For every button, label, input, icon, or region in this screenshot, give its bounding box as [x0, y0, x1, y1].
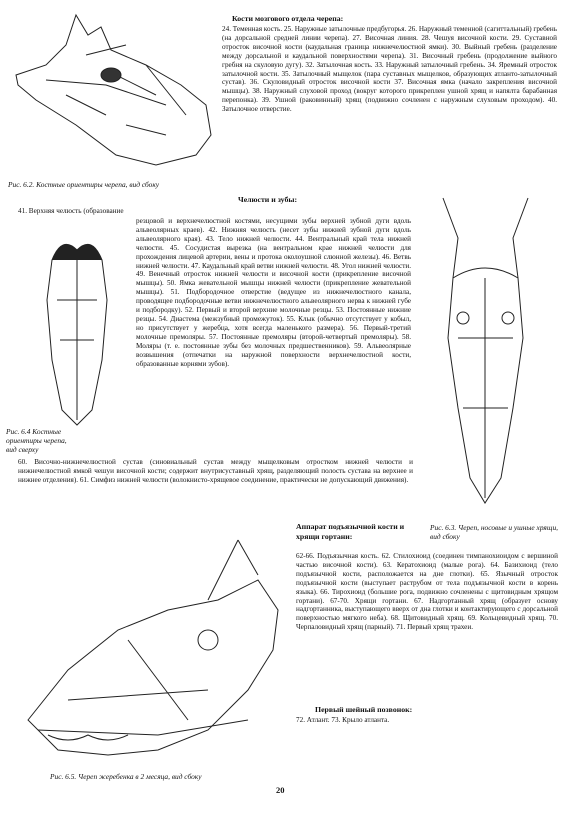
figure-caption-4: Рис. 6.4 Костные ориентиры черепа, вид сверху — [6, 427, 67, 454]
figure-skull-top — [22, 220, 132, 430]
paragraph: 60. Височно-нижнечелюстной сустав (синовиальный сустав между мыщелковым отростком нижней челюсти и нижнечелюстной ямкой чешуи височной кости; содержит внутрисуставный хрящ, разделяющий полость сустава на верхнее и нижнее отделения). 61. Симфиз нижней челюсти (волокнисто-хрящевое соединение, практически не допускающий движения). — [18, 458, 413, 484]
figure-caption-2: Рис. 6.2. Костные ориентиры черепа, вид сбоку — [8, 180, 160, 189]
figure-skull-side — [6, 5, 218, 175]
section-text-atlas: 72. Атлант. 73. Крыло атланта. — [296, 716, 390, 724]
section-heading-jaws-teeth: Челюсти и зубы: — [238, 195, 298, 204]
page-number: 20 — [276, 785, 285, 795]
section-heading-hyoid: Аппарат подъязычной кости и хрящи гортани: — [296, 522, 405, 541]
section-heading-brain-skull: Кости мозгового отдела черепа: — [232, 14, 344, 23]
figure-caption-3: Рис. 6.3. Череп, носовые и ушные хрящи, вид сбоку — [430, 523, 558, 541]
paragraph: 62-66. Подъязычная кость. 62. Стилохиоид (соединен тимпанохиоидом с вершиной частью височной кости). 63. Кератохиоид (малые рога). 64. Базихиоид (тело подъязычной кости, расположается на дне глотки). 65. Язычный отросток подъязычной кости (выступает раструбом от тела подъязычной кости в корень языка). 66. Тирохиоид (большие рога, подвижно сочленены с щитовидным хрящом гортани). 67-70. Хрящи гортани. 67. Надгортанный хрящ (образует основу надгортанника, выступающего вверх от дна глотки и контактирующего с дорсальной поверхностью мягкого неба). 68. Щитовидный хрящ. 69. Кольцевидный хрящ. 70. Черпаловидный хрящ (парный). 71. Первый хрящ трахеи. — [296, 552, 558, 632]
paragraph: резцовой и верхнечелюстной костями, несущими зубы верхней зубной дуги вдоль альвеолярных краев). 42. Нижняя челюсть (несет зубы нижней зубной дуги вдоль альвеолярного края). 43. Тело нижней челюсти. 44. Вентральный край тела нижней челюсти. 45. Сосудистая вырезка (на вентральном крае нижней челюсти для прохождения лицевой артерии, вены и протока околоушной слюнной железы). 46. Ветвь нижней челюсти. 47. Каудальный край ветви нижней челюсти. 48. Угол нижней челюсти. 49. Венечный отросток нижней челюсти и височной кости (прикрепление височной мышцы). 50. Ямка жевательной мышцы нижней челюсти (прикрепление жевательной мышцы). 51. Подбородочное отверстие (ведущее из нижнечелюстного канала, проводящее подбородочные ветви нижнечелюстного альвеолярного нерва к нижней губе и подбородку). 52. Первый и второй верхние молочные резцы. 53. Постоянные нижние резцы. 54. Диастема (межзубный промежуток). 55. Клык (обычно отсутствует у кобыл, но присутствует у жеребца, хотя всегда маленького размера). 56. Первый-третий молочные премоляры. 57. Постоянные премоляры (второй-четвертый премоляры). 58. Моляры (т. е. постоянные зубы без молочных предшественников). 59. Альвеолярные возвышения (отпечатки на наружной поверхности верхнечелюстной кости, образованные корнями зубов). — [136, 217, 411, 368]
section-heading-atlas: Первый шейный позвонок: — [315, 705, 413, 714]
figure-caption-5: Рис. 6.5. Череп жеребенка в 2 месяца, вид сбоку — [50, 772, 202, 781]
figure-skull-cartilage — [413, 188, 558, 513]
section-text-tmj — [18, 458, 413, 485]
section-lead-jaws: 41. Верхняя челюсть (образование — [18, 207, 124, 215]
figure-foal-skull — [8, 520, 288, 815]
section-text-hyoid — [296, 552, 558, 632]
section-text-jaws — [136, 217, 411, 368]
section-text-brain-skull — [222, 25, 557, 114]
paragraph: 24. Теменная кость. 25. Наружные затылочные предбугорья. 26. Наружный теменной (сагиттальный) гребень (на дорсальной средней линии черепа). 27. Височная линия. 28. Чешуя височной кости. 29. Суставной отросток височной кости (каудальная граница нижнечелюстной ямки). 30. Выйный гребень (разделение между дорсальной и каудальной поверхностями черепа). 31. Височный гребень (продолжение выйного гребня на скуловую дугу). 32. Затылочная кость. 33. Наружный затылочный гребень. 34. Яремный отросток затылочной кости. 35. Затылочный мыщелок (пара суставных мыщелков, образующих атланто-затылочный сустав). 36. Скуловидный отросток височной кости 37. Височная ямка (начало закрепления височной мышцы). 38. Наружный слуховой проход (вокруг которого прикреплен ушной хрящ и напялта барабанная перепонка). 39. Ушной (раковинный) хрящ (подвижно сочленен с наружным слуховым проходом). 40. Затылочное отверстие. — [222, 25, 557, 114]
